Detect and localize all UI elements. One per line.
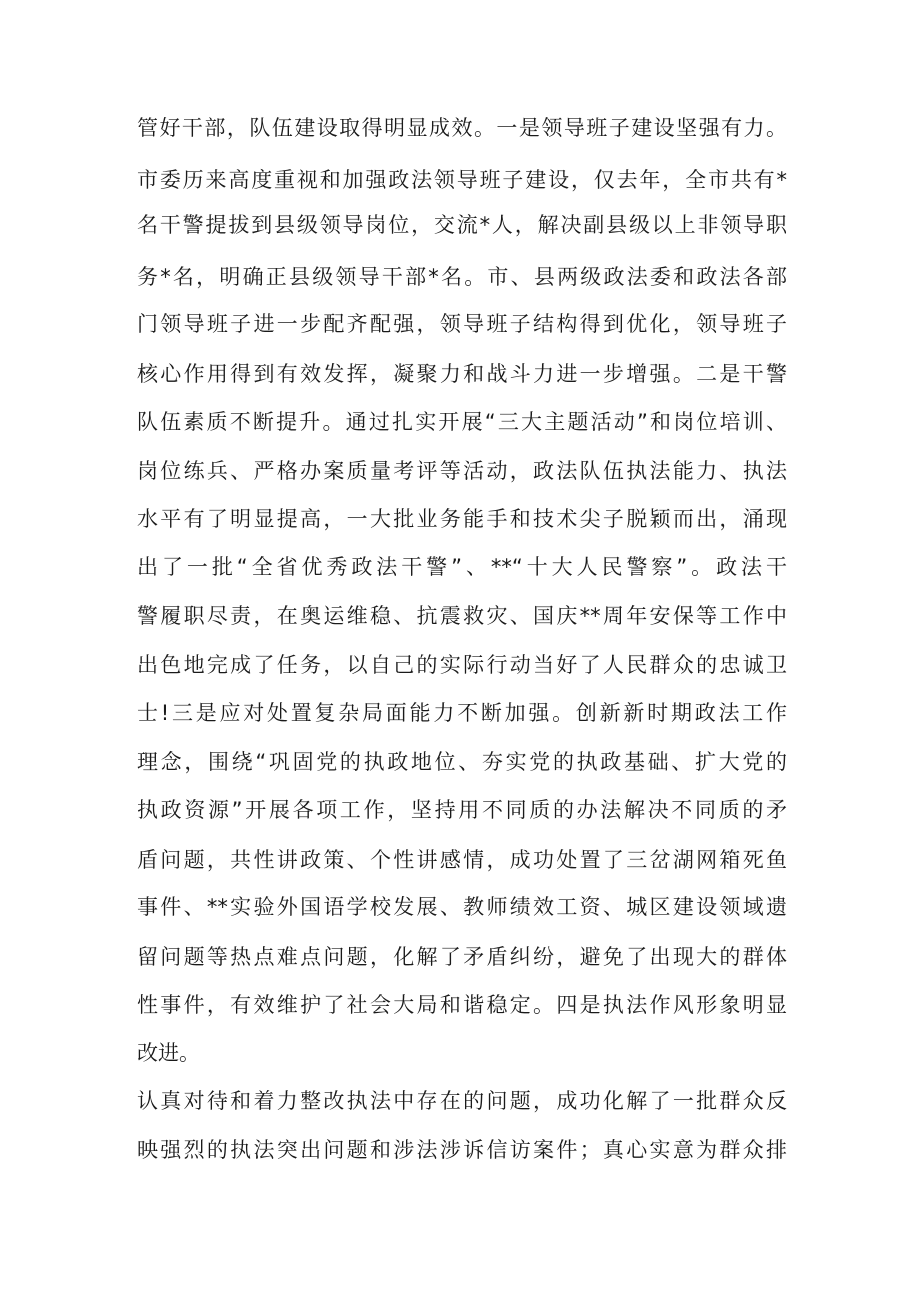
text-line: 事件、**实验外国语学校发展、教师绩效工资、城区建设领域遗 xyxy=(137,895,787,919)
text-line: 市委历来高度重视和加强政法领导班子建设，仅去年，全市共有* xyxy=(137,168,787,192)
text-line: 盾问题，共性讲政策、个性讲感情，成功处置了三岔湖网箱死鱼 xyxy=(137,848,787,872)
text-line: 执政资源”开展各项工作，坚持用不同质的办法解决不同质的矛 xyxy=(137,798,787,822)
text-line: 队伍素质不断提升。通过扎实开展“三大主题活动”和岗位培训、 xyxy=(137,410,787,434)
text-line: 性事件，有效维护了社会大局和谐稳定。四是执法作风形象明显 xyxy=(137,993,787,1017)
text-line: 认真对待和着力整改执法中存在的问题，成功化解了一批群众反 xyxy=(137,1089,787,1113)
text-line: 理念，围绕“巩固党的执政地位、夯实党的执政基础、扩大党的 xyxy=(137,750,787,774)
text-line: 警履职尽责，在奥运维稳、抗震救灾、国庆**周年安保等工作中 xyxy=(137,604,787,628)
text-line: 管好干部，队伍建设取得明显成效。一是领导班子建设坚强有力。 xyxy=(137,116,787,140)
text-line: 岗位练兵、严格办案质量考评等活动，政法队伍执法能力、执法 xyxy=(137,459,787,483)
text-line: 出色地完成了任务，以自己的实际行动当好了人民群众的忠诚卫 xyxy=(137,653,787,677)
text-line: 水平有了明显提高，一大批业务能手和技术尖子脱颖而出，涌现 xyxy=(137,507,787,531)
text-line: 留问题等热点难点问题，化解了矛盾纠纷，避免了出现大的群体 xyxy=(137,945,787,969)
text-line: 出了一批“全省优秀政法干警”、**“十大人民警察”。政法干 xyxy=(137,555,787,579)
text-line: 士!三是应对处置复杂局面能力不断加强。创新新时期政法工作 xyxy=(137,701,787,725)
text-line: 门领导班子进一步配齐配强，领导班子结构得到优化，领导班子 xyxy=(137,312,787,336)
text-line: 名干警提拔到县级领导岗位，交流*人，解决副县级以上非领导职 xyxy=(137,213,787,237)
text-line: 映强烈的执法突出问题和涉法涉诉信访案件；真心实意为群众排 xyxy=(137,1138,787,1162)
text-line: 务*名，明确正县级领导干部*名。市、县两级政法委和政法各部 xyxy=(137,265,787,289)
text-line: 核心作用得到有效发挥，凝聚力和战斗力进一步增强。二是干警 xyxy=(137,362,787,386)
text-line: 改进。 xyxy=(137,1041,200,1065)
